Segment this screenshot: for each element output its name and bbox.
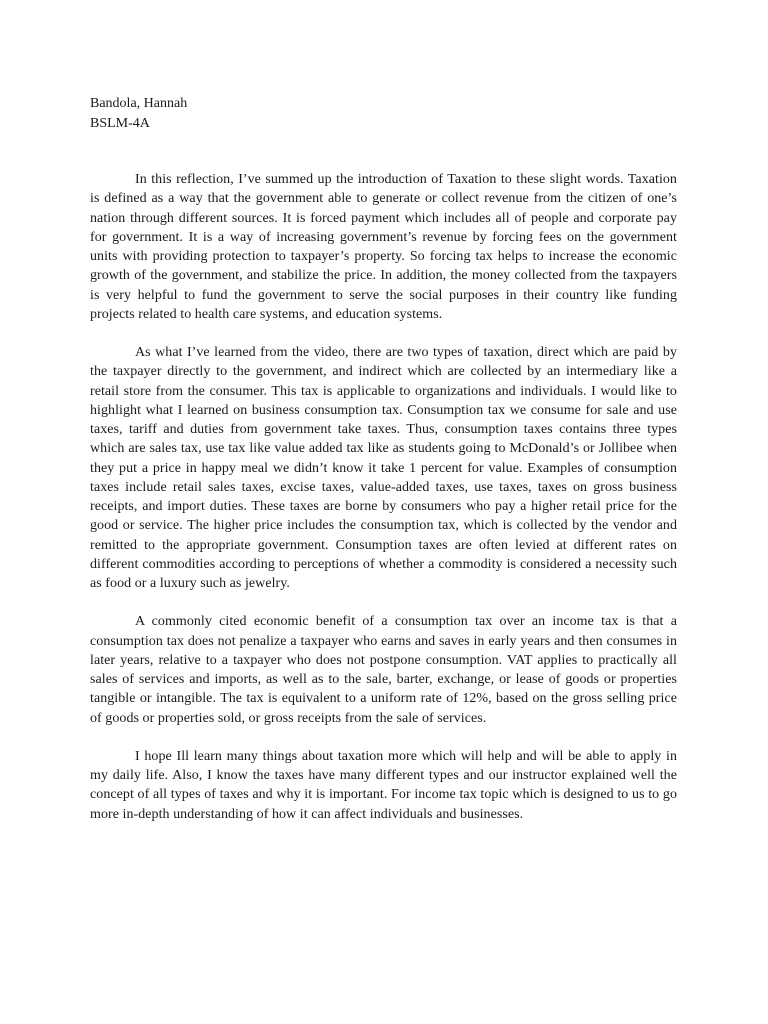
paragraph-conclusion: I hope Ill learn many things about taxation more which will help and will be able to apply in my daily life. Also, I know the taxes have many different types and our instructor explained well the concept of all types of taxes and why it is important. For income tax topic which is designed to us to go more in-depth understanding of how it can affect individuals and businesses. — [90, 748, 677, 822]
paragraph-introduction: In this reflection, I’ve summed up the introduction of Taxation to these slight words. Taxation is defined as a way that the government able to generate or collect revenue from the citizen of one’s nation through different sources. It is forced payment which includes all of people and corporate pay for government. It is a way of increasing government’s revenue by forcing fees on the government units with providing protection to taxpayer’s property. So forcing tax helps to increase the economic growth of the government, and stabilize the price. In addition, the money collected from the taxpayers is very helpful to fund the government to serve the social purposes in their country like funding projects related to health care systems, and education systems. — [90, 172, 677, 322]
document-page — [90, 94, 677, 843]
class-section: BSLM-4A — [90, 116, 150, 131]
paragraph-consumption-tax-benefit: A commonly cited economic benefit of a consumption tax over an income tax is that a consumption tax does not penalize a taxpayer who earns and saves in early years and then consumes in later years, relative to a taxpayer who does not postpone consumption. VAT applies to practically all sales of services and imports, as well as to the sale, barter, exchange, or lease of goods or properties tangible or intangible. The tax is equivalent to a uniform rate of 12%, based on the gross selling price of goods or properties sold, or gross receipts from the sale of services. — [90, 614, 677, 726]
author-header — [90, 94, 677, 134]
author-name: Bandola, Hannah — [90, 96, 188, 111]
paragraph-types-of-taxation: As what I’ve learned from the video, there are two types of taxation, direct which are paid by the taxpayer directly to the government, and indirect which are collected by an intermediary like a retail store from the consumer. This tax is applicable to organizations and individuals. I would like to highlight what I learned on business consumption tax. Consumption tax we consume for sale and use taxes, tariff and duties from government take taxes. Thus, consumption taxes contains three types which are sales tax, use tax like value added tax like as students going to McDonald’s or Jollibee when they put a price in happy meal we didn’t know it take 1 percent for value. Examples of consumption taxes include retail sales taxes, excise taxes, value-added taxes, use taxes, taxes on gross business receipts, and import duties. These taxes are borne by consumers who pay a higher retail price for the good or service. The higher price includes the consumption tax, which is collected by the vendor and remitted to the appropriate government. Consumption taxes are often levied at different rates on different commodities according to perceptions of whether a commodity is considered a necessity such as food or a luxury such as jewelry. — [90, 345, 677, 591]
